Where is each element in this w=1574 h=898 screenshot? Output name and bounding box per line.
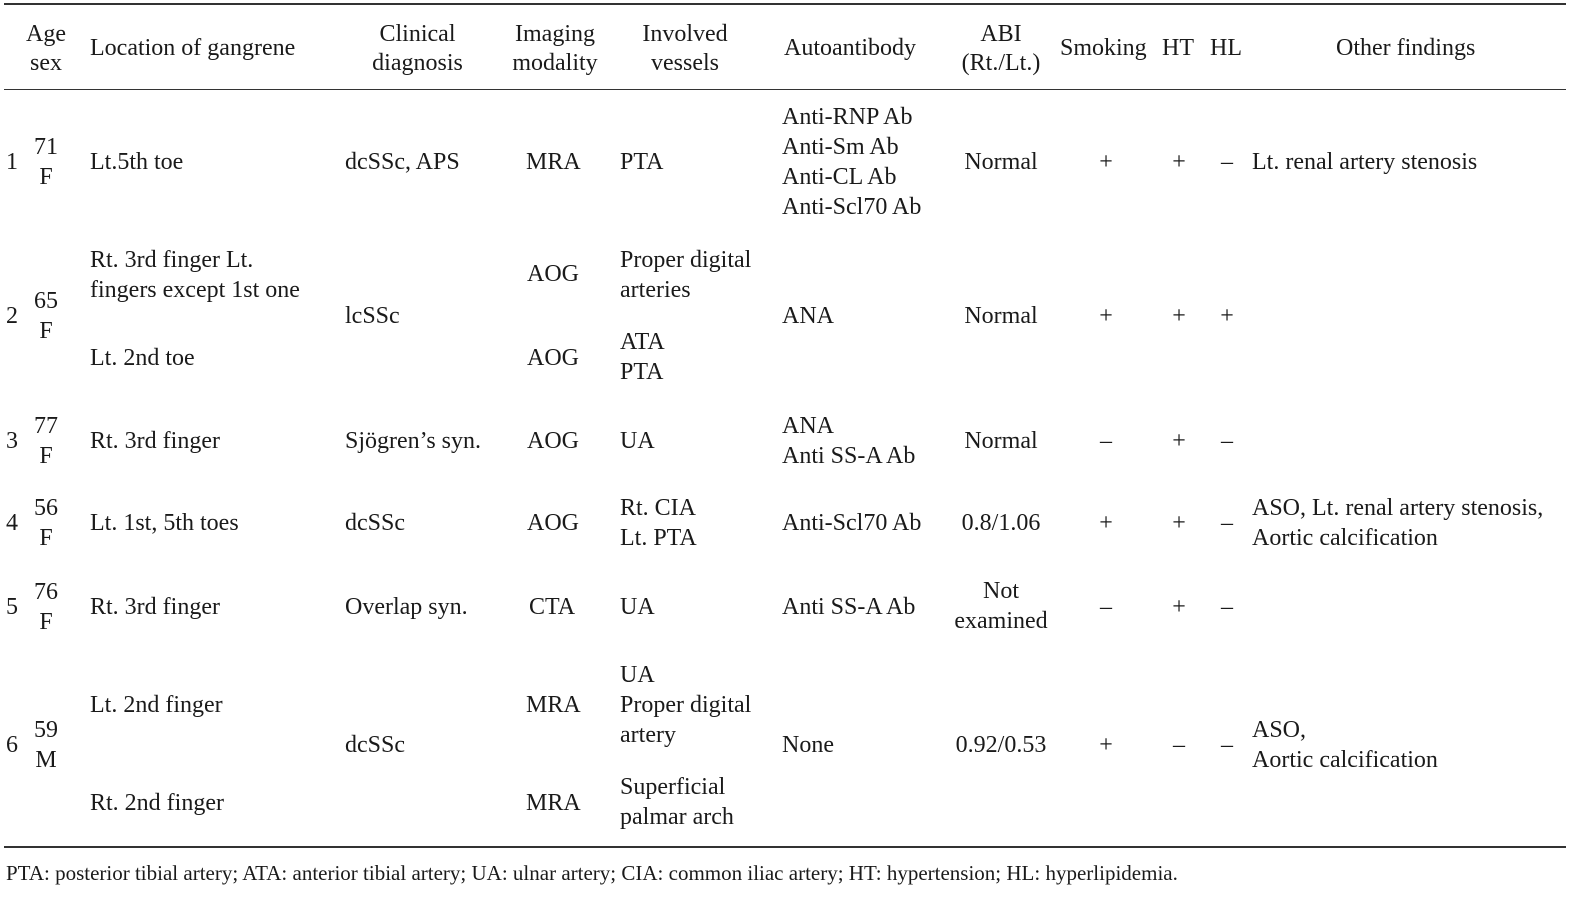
clinical-diagnosis: lcSSc [345,303,400,329]
involved-vessels: Rt. CIA Lt. PTA [620,495,697,551]
involved-vessels: UA Proper digital artery [620,662,752,748]
autoantibody: ANA Anti SS-A Ab [782,413,916,469]
involved-vessels: Superficial palmar arch [620,774,734,830]
abi-value: Normal [964,428,1038,454]
hl-status: + [1220,303,1234,329]
table-footnote: PTA: posterior tibial artery; ATA: anterior tibial artery; UA: ulnar artery; CIA: common iliac artery; HT: hypertension; HL: hyperlipidemia. [6,861,1178,885]
smoking-status: – [1100,594,1112,620]
header-hl: HL [1210,35,1242,61]
header-autoantibody: Autoantibody [784,35,916,61]
imaging-modality: MRA [526,149,581,175]
involved-vessels: ATA PTA [620,329,665,385]
header-clinical-diagnosis: Clinical diagnosis [372,21,463,76]
header-abi: ABI (Rt./Lt.) [961,21,1041,76]
hl-status: – [1221,149,1233,175]
imaging-modality: CTA [529,594,576,620]
row-number: 2 [6,303,18,329]
ht-status: + [1172,510,1186,536]
smoking-status: + [1099,732,1113,758]
gangrene-location: Rt. 3rd finger Lt. fingers except 1st one [90,247,300,303]
ht-status: + [1172,303,1186,329]
bottom-rule [4,846,1566,848]
clinical-diagnosis: dcSSc [345,732,405,758]
imaging-modality: MRA [526,692,581,718]
ht-status: + [1172,149,1186,175]
age-sex: 59 M [34,717,58,773]
involved-vessels: UA [620,594,655,620]
header-other-findings: Other findings [1336,35,1476,61]
autoantibody: Anti-Scl70 Ab [782,510,922,536]
autoantibody: Anti SS-A Ab [782,594,916,620]
header-smoking: Smoking [1060,35,1147,61]
age-sex: 71 F [34,134,58,190]
smoking-status: + [1099,149,1113,175]
row-number: 4 [6,510,18,536]
imaging-modality: MRA [526,790,581,816]
header-involved-vessels: Involved vessels [642,21,728,76]
imaging-modality: AOG [527,345,579,371]
ht-status: – [1173,732,1185,758]
ht-status: + [1172,594,1186,620]
row-number: 6 [6,732,18,758]
row-number: 5 [6,594,18,620]
abi-value: Normal [964,149,1038,175]
autoantibody: None [782,732,834,758]
header-imaging-modality: Imaging modality [512,21,598,76]
gangrene-location: Lt.5th toe [90,149,184,175]
hl-status: – [1221,510,1233,536]
header-location: Location of gangrene [90,35,296,61]
age-sex: 76 F [34,579,58,635]
header-ht: HT [1162,35,1194,61]
gangrene-location: Lt. 1st, 5th toes [90,510,239,536]
imaging-modality: AOG [527,261,579,287]
abi-value: Normal [964,303,1038,329]
hl-status: – [1221,428,1233,454]
other-findings: ASO, Lt. renal artery stenosis, Aortic calcification [1252,495,1544,551]
smoking-status: + [1099,510,1113,536]
clinical-diagnosis: dcSSc, APS [345,149,460,175]
abi-value: 0.92/0.53 [955,732,1047,758]
hl-status: – [1221,732,1233,758]
gangrene-location: Rt. 3rd finger [90,428,220,454]
other-findings: Lt. renal artery stenosis [1252,149,1478,175]
involved-vessels: UA [620,428,655,454]
other-findings: ASO, Aortic calcification [1252,717,1438,773]
abi-value: Not examined [954,578,1048,634]
gangrene-location: Lt. 2nd toe [90,345,195,371]
clinical-diagnosis: dcSSc [345,510,405,536]
ht-status: + [1172,428,1186,454]
row-number: 3 [6,428,18,454]
age-sex: 65 F [34,288,58,344]
clinical-diagnosis: Overlap syn. [345,594,468,620]
involved-vessels: Proper digital arteries [620,247,752,303]
autoantibody: ANA [782,303,834,329]
imaging-modality: AOG [527,428,579,454]
abi-value: 0.8/1.06 [961,510,1041,536]
age-sex: 77 F [34,413,58,469]
autoantibody: Anti-RNP Ab Anti-Sm Ab Anti-CL Ab Anti-Scl70 Ab [782,104,922,220]
age-sex: 56 F [34,495,58,551]
smoking-status: + [1099,303,1113,329]
gangrene-location: Lt. 2nd finger [90,692,223,718]
gangrene-location: Rt. 2nd finger [90,790,224,816]
involved-vessels: PTA [620,149,664,175]
top-rule [4,3,1566,5]
header-rule [4,89,1566,90]
smoking-status: – [1100,428,1112,454]
gangrene-location: Rt. 3rd finger [90,594,220,620]
hl-status: – [1221,594,1233,620]
clinical-diagnosis: Sjögren’s syn. [345,428,482,454]
header-age-sex: Age sex [26,21,66,76]
row-number: 1 [6,149,18,175]
imaging-modality: AOG [527,510,579,536]
